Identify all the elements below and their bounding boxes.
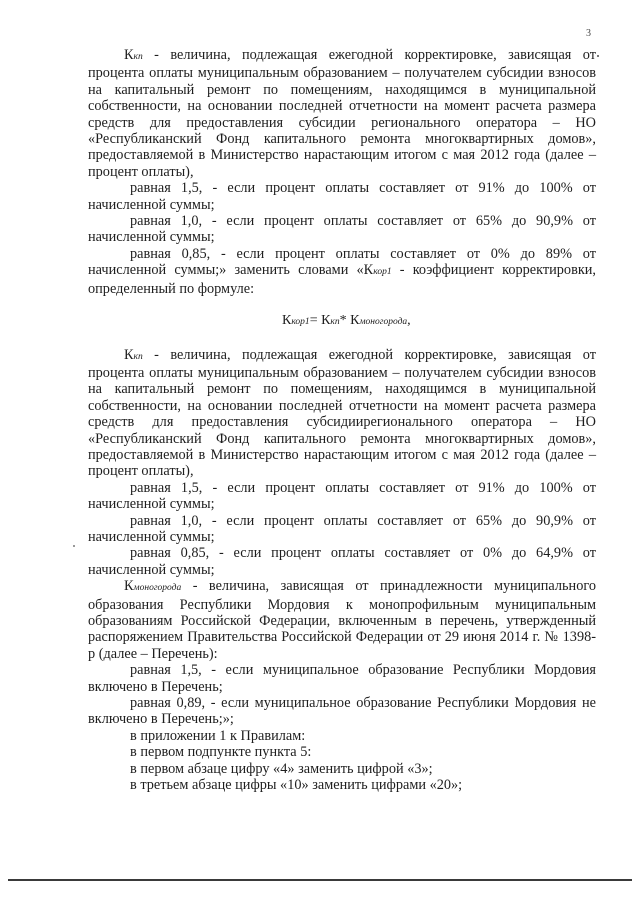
- symbol-k: К: [124, 47, 134, 63]
- condition-item: равная 1,0, - если процент оплаты составляет от 65% до 90,9% от начисленной суммы;: [88, 512, 596, 545]
- symbol-k: К: [124, 578, 134, 595]
- condition-item: равная 1,5, - если муниципальное образование Республики Мордовия включено в Перечень;: [88, 662, 596, 695]
- condition-item: равная 0,89, - если муниципальное образование Республики Мордовия не включено в Перечень;»;: [88, 695, 596, 728]
- amendment-line: в третьем абзаце цифры «10» заменить цифрами «20»;: [130, 777, 463, 794]
- condition-text-tail: - коэффициент корректировки, определенный по формуле:: [88, 262, 596, 297]
- condition-item: равная 1,5, - если процент оплаты составляет от 91% до 100% от начисленной суммы;: [88, 479, 596, 513]
- amendment-line: в первом абзаце цифру «4» заменить цифрой «3»;: [130, 760, 433, 777]
- scan-mark: [597, 55, 599, 57]
- symbol-subscript: моногорода: [133, 583, 182, 594]
- definition-monogorod-paragraph: [88, 578, 596, 662]
- page-bottom-rule: [8, 879, 632, 881]
- condition-item: равная 0,85, - если процент оплаты составляет от 0% до 64,9% от начисленной суммы;: [88, 545, 596, 578]
- symbol-subscript: кор1: [373, 267, 392, 278]
- condition-text: равная 0,85, - если процент оплаты составляет от 0% до 89% от начисленной суммы;» заменить словами «К: [88, 245, 596, 279]
- amendment-line: в приложении 1 к Правилам:: [130, 727, 306, 744]
- symbol-subscript: кп: [133, 351, 143, 362]
- definition-text: - величина, подлежащая ежегодной корректировке, зависящая от процента оплаты муниципальным образованием – получателем субсидии взносов на капитальный ремонт по помещениям, находящимся в муниципальной собственности, на основании последней отчетности на момент расчета размера средств для предоставления субсидиирегионального оператора – НО «Республиканский Фонд капитального ремонта многоквартирных домов», предоставляемой в Министерство нарастающим итогом с мая 2012 года (далее – процент оплаты),: [88, 346, 596, 480]
- formula: Ккор1= Ккп* Кмоногорода,: [282, 313, 411, 329]
- scan-mark: [73, 545, 75, 547]
- condition-item: [88, 246, 596, 297]
- page-number: 3: [586, 28, 591, 39]
- definition-text: - величина, подлежащая ежегодной корректировке, зависящая от процента оплаты муниципальным образованием – получателем субсидии взносов на капитальный ремонт по помещениям, находящимся в муниципальной собственности, на основании последней отчетности на момент расчета размера средств для предоставления субсидии регионального оператора – НО «Республиканский Фонд капитального ремонта многоквартирных домов», предоставляемой в Министерство нарастающим итогом с мая 2012 года (далее – процент оплаты),: [88, 47, 596, 180]
- symbol-k: К: [124, 346, 134, 363]
- document-body: [88, 47, 596, 793]
- definition-text: - величина, зависящая от принадлежности муниципального образования Республики Мордовия к монопрофильным муниципальным образованиям Российской Федерации, включенным в перечень, утвержденный распоряжением Правительства Российской Федерации от 29 июня 2014 г. № 1398-р (далее – Перечень):: [88, 578, 596, 662]
- symbol-subscript: кп: [133, 52, 143, 62]
- definition-kp-paragraph-2: [88, 347, 596, 480]
- amendment-line: в первом подпункте пункта 5:: [130, 744, 312, 761]
- condition-item: равная 1,5, - если процент оплаты составляет от 91% до 100% от начисленной суммы;: [88, 180, 596, 213]
- definition-kp-paragraph: [88, 47, 596, 180]
- condition-item: равная 1,0, - если процент оплаты составляет от 65% до 90,9% от начисленной суммы;: [88, 213, 596, 246]
